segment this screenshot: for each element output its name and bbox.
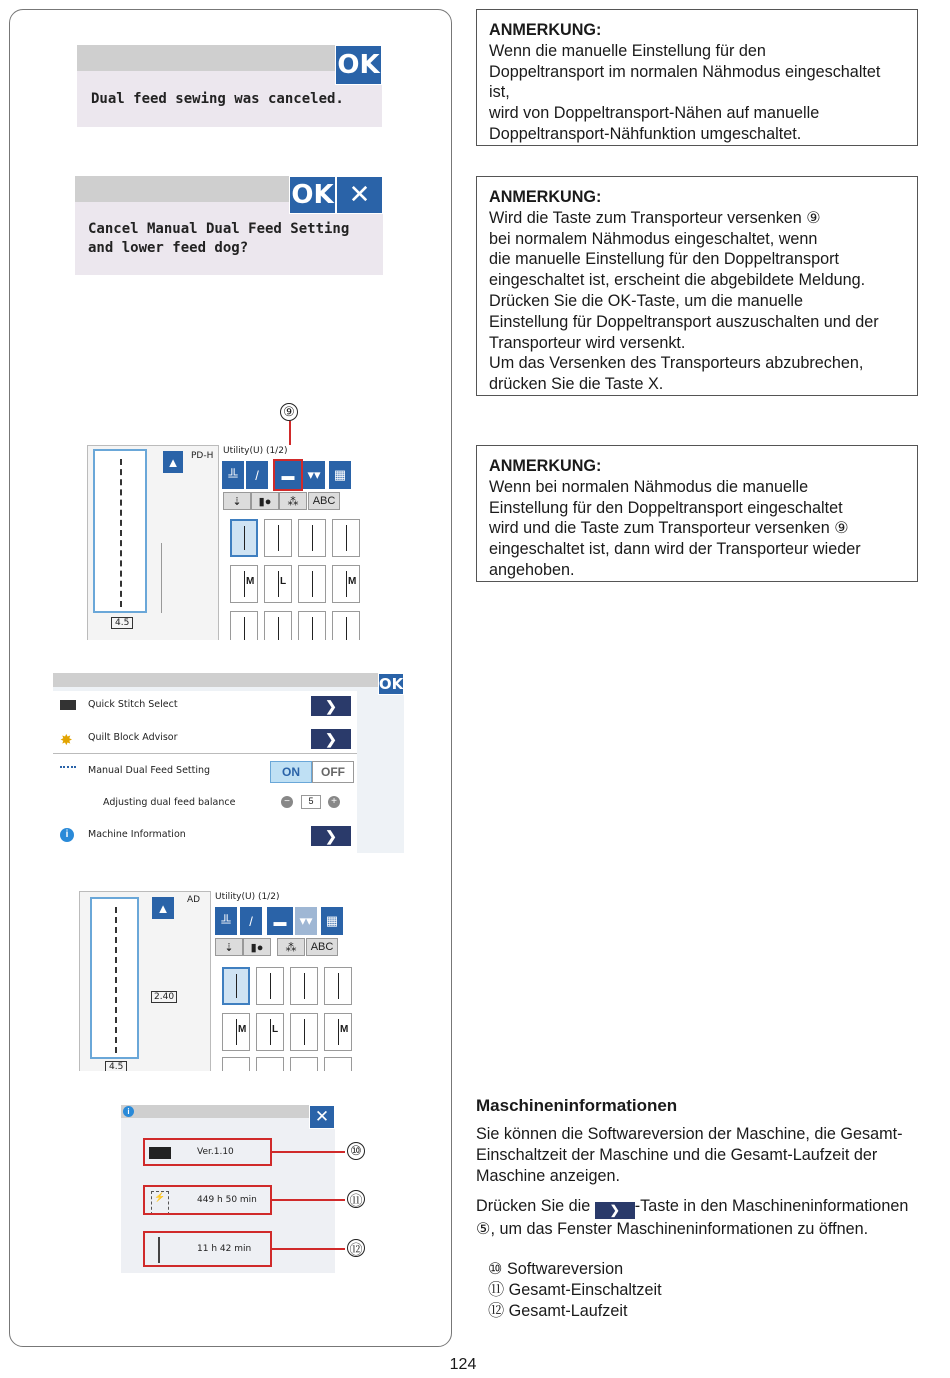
- on-toggle[interactable]: ON: [270, 761, 312, 783]
- note-text: Wenn die manuelle Einstellung für den Doppeltransport im normalen Nähmodus eingeschaltet ist, wird von Doppeltransport-Nähen auf manuelle Doppeltransport-Nähfunktion umgeschaltet.: [489, 41, 881, 143]
- section-paragraph-2: [476, 1196, 916, 1240]
- tab-utility[interactable]: ⇣: [215, 938, 243, 956]
- stitch-cell[interactable]: M: [222, 1013, 250, 1051]
- length-control[interactable]: [161, 543, 182, 613]
- dialog-message-line1: Cancel Manual Dual Feed Setting: [88, 221, 350, 237]
- dialog-message-line2: and lower feed dog?: [88, 240, 249, 256]
- highlight-version: [143, 1138, 272, 1166]
- tab-buttonhole[interactable]: ▮●: [251, 492, 279, 510]
- tab-abc[interactable]: ABC: [306, 938, 338, 956]
- note-box-3: [476, 445, 918, 582]
- highlight-power-on: [143, 1185, 272, 1215]
- stitch-cell[interactable]: [290, 1013, 318, 1051]
- ok-button[interactable]: OK: [378, 675, 404, 693]
- length-control[interactable]: [157, 1007, 169, 1057]
- highlight-feed-dog: [273, 459, 303, 491]
- close-button[interactable]: ✕: [336, 176, 383, 214]
- settings-row-label: Manual Dual Feed Setting: [88, 765, 211, 776]
- callout-11-line: [272, 1199, 345, 1201]
- dual-feed-button[interactable]: ▾▾: [295, 907, 317, 935]
- note-box-2: [476, 176, 918, 396]
- stitch-cell[interactable]: [324, 1057, 352, 1071]
- ok-button[interactable]: OK: [335, 45, 382, 85]
- tab-utility[interactable]: ⇣: [223, 492, 251, 510]
- needle-button[interactable]: /: [246, 461, 268, 489]
- foot-label: AD: [187, 895, 201, 905]
- screen-title: Utility(U) (1/2): [223, 446, 288, 456]
- off-toggle[interactable]: OFF: [312, 761, 354, 783]
- grid-button[interactable]: ▦: [321, 907, 343, 935]
- feed-dog-button[interactable]: ▬: [275, 461, 301, 489]
- decrease-button[interactable]: −: [281, 796, 293, 808]
- machine-icon: [60, 700, 76, 710]
- utility-screen-2: [79, 891, 366, 1071]
- foot-label: PD-H: [191, 451, 214, 461]
- stitch-cell[interactable]: [332, 611, 360, 640]
- tab-applique[interactable]: ⁂: [277, 938, 305, 956]
- section-item-10: ⑩ Softwareversion: [488, 1260, 624, 1278]
- section-paragraph-1: Sie können die Softwareversion der Maschine, die Gesamt-Einschaltzeit der Maschine und die Gesamt-Laufzeit der Maschine anzeigen.: [476, 1125, 903, 1185]
- callout-9: ⑨: [280, 403, 298, 421]
- section-item-12: ⑫ Gesamt-Laufzeit: [488, 1302, 628, 1320]
- callout-12: ⑫: [347, 1239, 365, 1257]
- settings-row-label: Quilt Block Advisor: [88, 732, 178, 743]
- stitch-cell[interactable]: [222, 967, 250, 1005]
- power-on-time: 449 h 50 min: [197, 1195, 257, 1205]
- running-time: 11 h 42 min: [197, 1244, 252, 1254]
- stitch-cell[interactable]: L: [256, 1013, 284, 1051]
- stitch-cell[interactable]: [230, 611, 258, 640]
- stitch-cell[interactable]: [298, 611, 326, 640]
- note-text: Wenn bei normalen Nähmodus die manuelle Einstellung für den Doppeltransport eingeschaltet wird und die Taste zum Transporteur versenken ⑨ eingeschaltet ist, dann wird der Transporteur wieder angehoben.: [489, 477, 861, 579]
- dialog-dual-feed-canceled: [77, 45, 382, 127]
- callout-10: ⑩: [347, 1142, 365, 1160]
- divider: [53, 753, 357, 754]
- tab-buttonhole[interactable]: ▮●: [243, 938, 271, 956]
- needle-button[interactable]: /: [240, 907, 262, 935]
- quilt-block-advisor-button[interactable]: ❯: [310, 728, 352, 750]
- dialog-message: Dual feed sewing was canceled.: [91, 91, 344, 107]
- paragraph-2-start: Drücken Sie die: [476, 1197, 591, 1215]
- stitch-cell[interactable]: [256, 967, 284, 1005]
- callout-11: ⑪: [347, 1190, 365, 1208]
- stitch-cell[interactable]: [298, 565, 326, 603]
- power-on-icon: ⚡: [151, 1191, 169, 1215]
- stitch-cell[interactable]: L: [264, 565, 292, 603]
- quick-stitch-select-button[interactable]: ❯: [310, 695, 352, 717]
- note-title: ANMERKUNG:: [489, 21, 602, 39]
- note-text: Wird die Taste zum Transporteur versenken ⑨ bei normalem Nähmodus eingeschaltet, wenn die manuelle Einstellung für den Doppeltransport eingeschaltet ist, erscheint die abgebildete Meldung. Drücken Sie die OK-Taste, um die manuelle Einstellung für Doppeltransport auszuschalten und der Transporteur wird versenkt. Um das Versenken des Transporteurs abzubrechen, drücken Sie die Taste X.: [489, 208, 879, 394]
- stitch-preview: [90, 897, 139, 1059]
- stitch-cell[interactable]: [290, 967, 318, 1005]
- settings-row-label: Machine Information: [88, 829, 186, 840]
- balance-value: 5: [301, 795, 321, 809]
- length-value: 2.40: [151, 991, 177, 1003]
- settings-screen: [53, 673, 404, 853]
- presser-foot-up-button[interactable]: ▲: [152, 897, 174, 919]
- increase-button[interactable]: +: [328, 796, 340, 808]
- software-version: Ver.1.10: [197, 1147, 234, 1157]
- arrow-button-icon: ❯: [595, 1202, 635, 1219]
- section-title: Maschineninformationen: [476, 1096, 678, 1115]
- stitch-preview: [93, 449, 147, 613]
- stitch-cell[interactable]: [222, 1057, 250, 1071]
- tab-abc[interactable]: ABC: [308, 492, 340, 510]
- width-value: 4.5: [105, 1061, 127, 1071]
- callout-10-line: [272, 1151, 345, 1153]
- stitch-cell[interactable]: [264, 519, 292, 557]
- stitch-cell[interactable]: M: [230, 565, 258, 603]
- note-title: ANMERKUNG:: [489, 457, 602, 475]
- highlight-running: [143, 1231, 272, 1267]
- stitch-cell[interactable]: [332, 519, 360, 557]
- width-value: 4.5: [111, 617, 133, 629]
- screen-title: Utility(U) (1/2): [215, 892, 280, 902]
- stitch-cell[interactable]: [264, 611, 292, 640]
- stitch-cell[interactable]: [256, 1057, 284, 1071]
- stitch-cell[interactable]: M: [324, 1013, 352, 1051]
- settings-title-bar: [53, 673, 404, 687]
- presser-foot-up-button[interactable]: ▲: [163, 451, 183, 473]
- settings-row-label: Quick Stitch Select: [88, 699, 178, 710]
- note-title: ANMERKUNG:: [489, 188, 602, 206]
- info-icon: i: [123, 1106, 134, 1117]
- dual-feed-icon: [60, 766, 76, 771]
- paragraph-2-end: -Taste in den Maschineninformationen ⑤, um das Fenster Maschineninformationen zu öffnen.: [476, 1197, 909, 1238]
- page-number: 124: [449, 1356, 477, 1373]
- note-box-1: [476, 9, 918, 146]
- close-button[interactable]: ✕: [309, 1105, 335, 1129]
- feed-dog-button[interactable]: ▬: [267, 907, 293, 935]
- settings-row-label: Adjusting dual feed balance: [103, 797, 236, 808]
- stitch-cell[interactable]: [230, 519, 258, 557]
- ok-button[interactable]: OK: [289, 176, 336, 214]
- stitch-cell[interactable]: [298, 519, 326, 557]
- stitch-cell[interactable]: [290, 1057, 318, 1071]
- stitch-cell[interactable]: M: [332, 565, 360, 603]
- grid-button[interactable]: ▦: [329, 461, 351, 489]
- dual-feed-button[interactable]: ▾▾: [303, 461, 325, 489]
- section-item-11: ⑪ Gesamt-Einschaltzeit: [488, 1281, 662, 1299]
- stitch-cell[interactable]: [324, 967, 352, 1005]
- dialog-cancel-manual-dual-feed: [75, 176, 383, 275]
- foot-toggle-button[interactable]: ╩: [215, 907, 237, 935]
- tab-applique[interactable]: ⁂: [279, 492, 307, 510]
- foot-toggle-button[interactable]: ╩: [222, 461, 244, 489]
- callout-12-line: [272, 1248, 345, 1250]
- utility-screen-1: [87, 445, 368, 640]
- quilt-icon: ✸: [60, 732, 73, 749]
- info-icon: i: [60, 828, 74, 842]
- machine-information-button[interactable]: ❯: [310, 825, 352, 847]
- machine-info-title-bar: [121, 1105, 335, 1118]
